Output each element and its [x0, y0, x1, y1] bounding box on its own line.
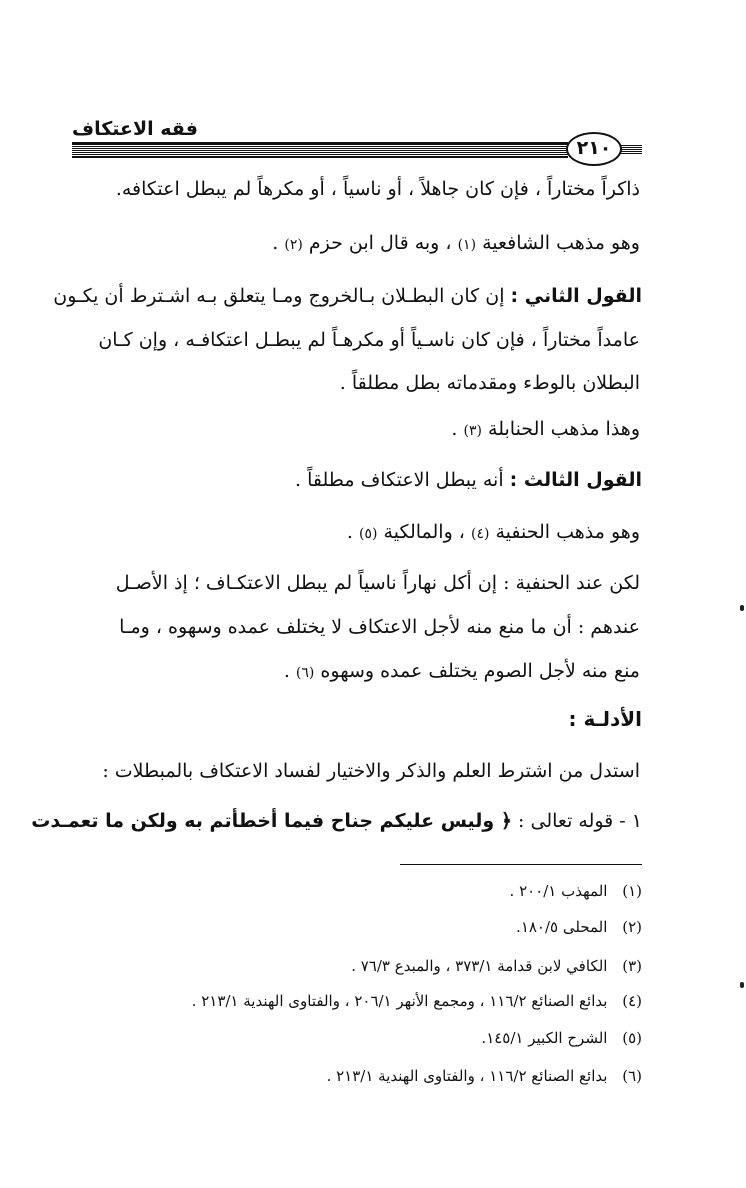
item-number: ١ - قوله تعالى :	[518, 810, 642, 832]
body-line-1	[116, 174, 640, 204]
body-line-8	[347, 517, 640, 549]
text: عامداً مختاراً ، فإن كان ناسـياً أو مكرهـاً لم يبطـل اعتكافـه ، وإن كـان	[98, 329, 640, 351]
text: عندهم : أن ما منع منه لأجل الاعتكاف لا يختلف عمده وسهوه ، ومـا	[119, 616, 640, 638]
footnote-number: (٤)	[622, 992, 642, 1010]
text: ، وبه قال ابن حزم	[308, 232, 452, 254]
body-line-10	[119, 612, 640, 642]
footnote-3	[351, 955, 642, 977]
footnote-ref: (٦)	[295, 665, 315, 681]
text: وهو مذهب الشافعية	[482, 232, 640, 254]
running-title: فقه الاعتكاف	[72, 118, 198, 140]
body-line-3	[53, 281, 642, 311]
footnote-2	[516, 916, 642, 938]
footnote-number: (٣)	[622, 957, 642, 975]
quran-quote: ﴿ وليس عليكم جناح فيما أخطأتم به ولكن ما تعمـدت	[31, 810, 512, 832]
text: البطلان بالوطء ومقدماته بطل مطلقاً .	[339, 372, 640, 394]
text: .	[283, 660, 290, 682]
footnote-number: (١)	[622, 882, 642, 900]
footnote-5	[481, 1027, 642, 1049]
footnote-number: (٦)	[622, 1067, 642, 1085]
text: ، والمالكية	[383, 521, 465, 543]
footnote-6	[327, 1065, 642, 1087]
text: استدل من اشترط العلم والذكر والاختيار لفساد الاعتكاف بالمبطلات :	[102, 760, 640, 782]
body-line-11	[284, 656, 640, 688]
footnote-1	[510, 880, 642, 902]
scan-speck	[740, 982, 744, 988]
header-rule	[72, 142, 568, 158]
footnote-number: (٥)	[622, 1029, 642, 1047]
scan-speck	[740, 605, 744, 611]
footnote-ref: (٥)	[359, 526, 378, 542]
text: لكن عند الحنفية : إن أكل نهاراً ناسياً لم يبطل الاعتكـاف ؛ إذ الأصـل	[115, 572, 640, 594]
text: منع منه لأجل الصوم يختلف عمده وسهوه	[320, 660, 640, 682]
footnote-text: بدائع الصنائع ١١٦/٢ ، ومجمع الأنهر ٢٠٦/١ ، والفتاوى الهندية ٢١٣/١ .	[191, 992, 608, 1010]
text: إن كان البطـلان بـالخروج ومـا يتعلق بـه اشـترط أن يكـون	[53, 285, 505, 307]
footnote-text: المحلى ١٨٠/٥.	[516, 918, 608, 936]
section-label: القول الثالث :	[509, 469, 642, 491]
body-line-6	[451, 414, 640, 446]
body-line-12	[102, 756, 640, 786]
page-number: ٢١٠	[566, 132, 622, 166]
text: وهو مذهب الحنفية	[495, 521, 640, 543]
header-rule-tail	[620, 145, 642, 155]
footnote-ref: (٣)	[463, 423, 482, 439]
footnote-separator	[400, 864, 642, 865]
footnote-text: الشرح الكبير ١٤٥/١.	[481, 1029, 608, 1047]
body-line-5	[340, 368, 640, 398]
footnote-ref: (٤)	[470, 526, 490, 542]
footnote-text: بدائع الصنائع ١١٦/٢ ، والفتاوى الهندية ٢١٣/١ .	[326, 1067, 608, 1085]
body-line-4	[98, 325, 640, 355]
footnote-ref: (١)	[457, 237, 477, 253]
text: .	[272, 232, 279, 254]
body-line-9	[116, 568, 640, 598]
footnote-ref: (٢)	[284, 237, 303, 253]
body-line-2	[272, 228, 640, 260]
text: وهذا مذهب الحنابلة	[488, 418, 640, 440]
text: ذاكراً مختاراً ، فإن كان جاهلاً ، أو ناسياً ، أو مكرهاً لم يبطل اعتكافه.	[115, 178, 640, 200]
footnote-number: (٢)	[622, 918, 642, 936]
section-label: القول الثاني :	[510, 285, 642, 307]
footnote-4	[192, 990, 642, 1012]
evidence-heading: الأدلـة :	[568, 707, 642, 731]
footnote-text: الكافي لابن قدامة ٣٧٣/١ ، والمبدع ٧٦/٣ .	[351, 957, 608, 975]
text: أنه يبطل الاعتكاف مطلقاً .	[295, 469, 504, 491]
body-line-13	[31, 806, 642, 836]
body-line-7	[295, 465, 642, 495]
text: .	[451, 418, 458, 440]
footnote-text: المهذب ٢٠٠/١ .	[509, 882, 608, 900]
text: .	[346, 521, 353, 543]
